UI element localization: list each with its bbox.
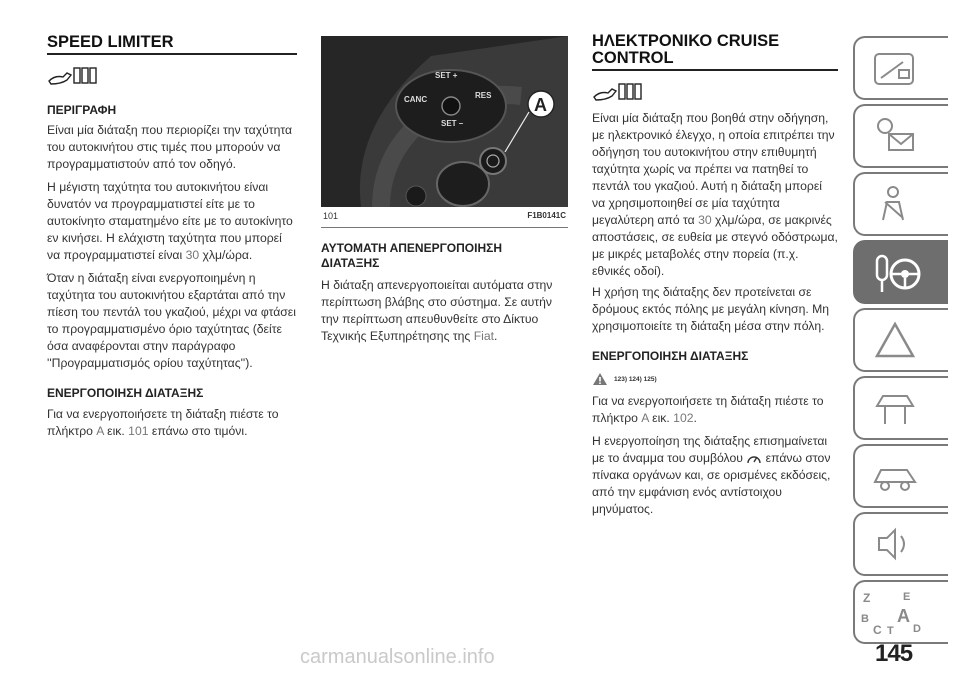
warning-light-message-icon: [873, 116, 917, 156]
paragraph-activation-steps: Για να ενεργοποιήσετε τη διάταξη πιέστε το πλήκτρο A εικ. 101 επάνω στο τιμόνι.: [47, 407, 279, 438]
key-steering-wheel-icon: [873, 252, 923, 296]
warning-triangle-tab-icon: [873, 320, 917, 360]
column-speed-limiter: [47, 0, 297, 440]
paragraph-cruise-activation-steps: Για να ενεργοποιήσετε τη διάταξη πιέστε το πλήκτρο A εικ. 102.: [592, 394, 824, 425]
seatbelt-safety-icon: [873, 184, 917, 224]
section-title-cruise-control: ΗΛΕΚΤΡΟΝΙΚΟ CRUISE CONTROL: [592, 33, 838, 71]
paragraph-auto-deactivation: Η διάταξη απενεργοποιείται αυτόματα στην περίπτωση βλάβης στο σύστημα. Σε αυτήν την περίπτωση απευθυνθείτε στο Δίκτυο Τεχνικής Εξυπηρέτησης της Fiat.: [321, 278, 553, 343]
button-set-minus-label: SET –: [441, 119, 464, 128]
column-cruise-control: [592, 0, 838, 518]
alphabetical-index-icon: [859, 588, 929, 638]
hand-book-icon: [592, 81, 644, 103]
page-number: 145: [875, 640, 913, 667]
warning-reference-numbers: 123) 124) 125): [614, 375, 657, 383]
tab-index[interactable]: [853, 580, 948, 644]
svg-text:D: D: [913, 623, 921, 635]
car-technical-data-icon: [873, 456, 917, 496]
paragraph-activation-behaviour: Όταν η διάταξη είναι ενεργοποιημένη η ταχύτητα του αυτοκινήτου εξαρτάται από την πίεση του πεντάλ του γκαζιού, μέχρι να φτάσει το προγραμματισμένο όριο ταχύτητας (δείτε όσα αναφέρονται στην παράγραφο ''Προγραμματισμός ορίου ταχύτητας'').: [47, 271, 296, 370]
svg-text:Z: Z: [863, 591, 871, 605]
svg-text:C: C: [873, 623, 882, 637]
paragraph-cruise-description: Είναι μία διάταξη που βοηθά στην οδήγηση, με ηλεκτρονικό έλεγχο, η οποία επιτρέπει την οδήγηση του αυτοκινήτου στην επιθυμητή ταχύτητα χωρίς να πρέπει να πατηθεί το πεντάλ του γκαζιού. Αυτή η διάταξη μπορεί να χρησιμοποιηθεί σε μία ταχύτητα μεγαλύτερη από τα 30 χλμ/ώρα, σε μακρινές αποστάσεις, σε ευθεία με στεγνό οδόστρωμα, με μικρές μεταβολές στην πορεία (π.χ. εθνικές οδοί).: [592, 111, 838, 278]
svg-text:A: A: [897, 606, 910, 626]
car-dashboard-icon: [873, 48, 917, 88]
subheading-auto-deactivation: ΑΥΤΟΜΑΤΗ ΑΠΕΝΕΡΓΟΠΟΙΗΣΗ ΔΙΑΤΑΞΗΣ: [321, 241, 503, 270]
hand-book-icon: [47, 65, 99, 87]
manual-icon-row: [47, 65, 297, 87]
paragraph-cruise-usage: Η χρήση της διάταξης δεν προτείνεται σε δρόμους εκτός πόλης με μεγάλη κίνηση. Μη χρησιμοποιείτε τη διάταξη μέσα στην πόλη.: [592, 285, 830, 333]
watermark: carmanualsonline.info: [300, 646, 495, 668]
cruise-control-speedometer-icon: [746, 453, 762, 465]
subheading-activation: ΕΝΕΡΓΟΠΟΙΗΣΗ ΔΙΑΤΑΞΗΣ: [47, 386, 204, 400]
button-canc-label: CANC: [404, 95, 428, 104]
warning-triangle-icon: [592, 372, 608, 386]
button-set-plus-label: SET +: [435, 71, 458, 80]
tab-maintenance[interactable]: [853, 376, 948, 440]
paragraph-cruise-indicator: Η ενεργοποίηση της διάταξης επισημαίνεται με το άναμμα του συμβόλου επάνω στον πίνακα οργάνων και, σε ορισμένες εκδόσεις, από την εμφάνιση ενός αντίστοιχου μηνύματος.: [592, 434, 831, 516]
warning-references: [592, 371, 838, 387]
tab-warning-lights[interactable]: [853, 104, 948, 168]
tab-multimedia[interactable]: [853, 512, 948, 576]
tab-dashboard[interactable]: [853, 36, 948, 100]
paragraph-description: Είναι μία διάταξη που περιορίζει την ταχύτητα του αυτοκινήτου στις τιμές που μπορούν να προγραμματιστούν από τον οδηγό.: [47, 123, 293, 171]
figure-number: 101: [323, 211, 339, 221]
tab-technical-data[interactable]: [853, 444, 948, 508]
paragraph-max-speed: Η μέγιστη ταχύτητα του αυτοκινήτου είναι δυνατόν να προγραμματιστεί είτε με το αυτοκίνητο σταματημένο είτε με το αυτοκίνητο εν κινήσει. Η ελάχιστη ταχύτητα που μπορεί να προγραμματιστεί είναι 30 χλμ/ώρα.: [47, 180, 293, 262]
column-auto-deactivation: [321, 0, 568, 345]
tab-safety[interactable]: [853, 172, 948, 236]
manual-icon-row: [592, 81, 838, 103]
callout-a: A: [534, 95, 547, 115]
multimedia-icon: [873, 524, 917, 564]
button-res-label: RES: [475, 91, 492, 100]
car-lift-maintenance-icon: [873, 388, 917, 428]
svg-text:E: E: [903, 591, 911, 603]
tab-starting-driving[interactable]: [853, 240, 948, 304]
section-title-speed-limiter: SPEED LIMITER: [47, 33, 297, 55]
svg-text:T: T: [887, 625, 894, 637]
subheading-cruise-activation: ΕΝΕΡΓΟΠΟΙΗΣΗ ΔΙΑΤΑΞΗΣ: [592, 349, 749, 363]
figure-code: F1B0141C: [527, 211, 566, 220]
svg-text:B: B: [861, 613, 869, 625]
tab-emergency[interactable]: [853, 308, 948, 372]
subheading-description: ΠΕΡΙΓΡΑΦΗ: [47, 103, 117, 117]
